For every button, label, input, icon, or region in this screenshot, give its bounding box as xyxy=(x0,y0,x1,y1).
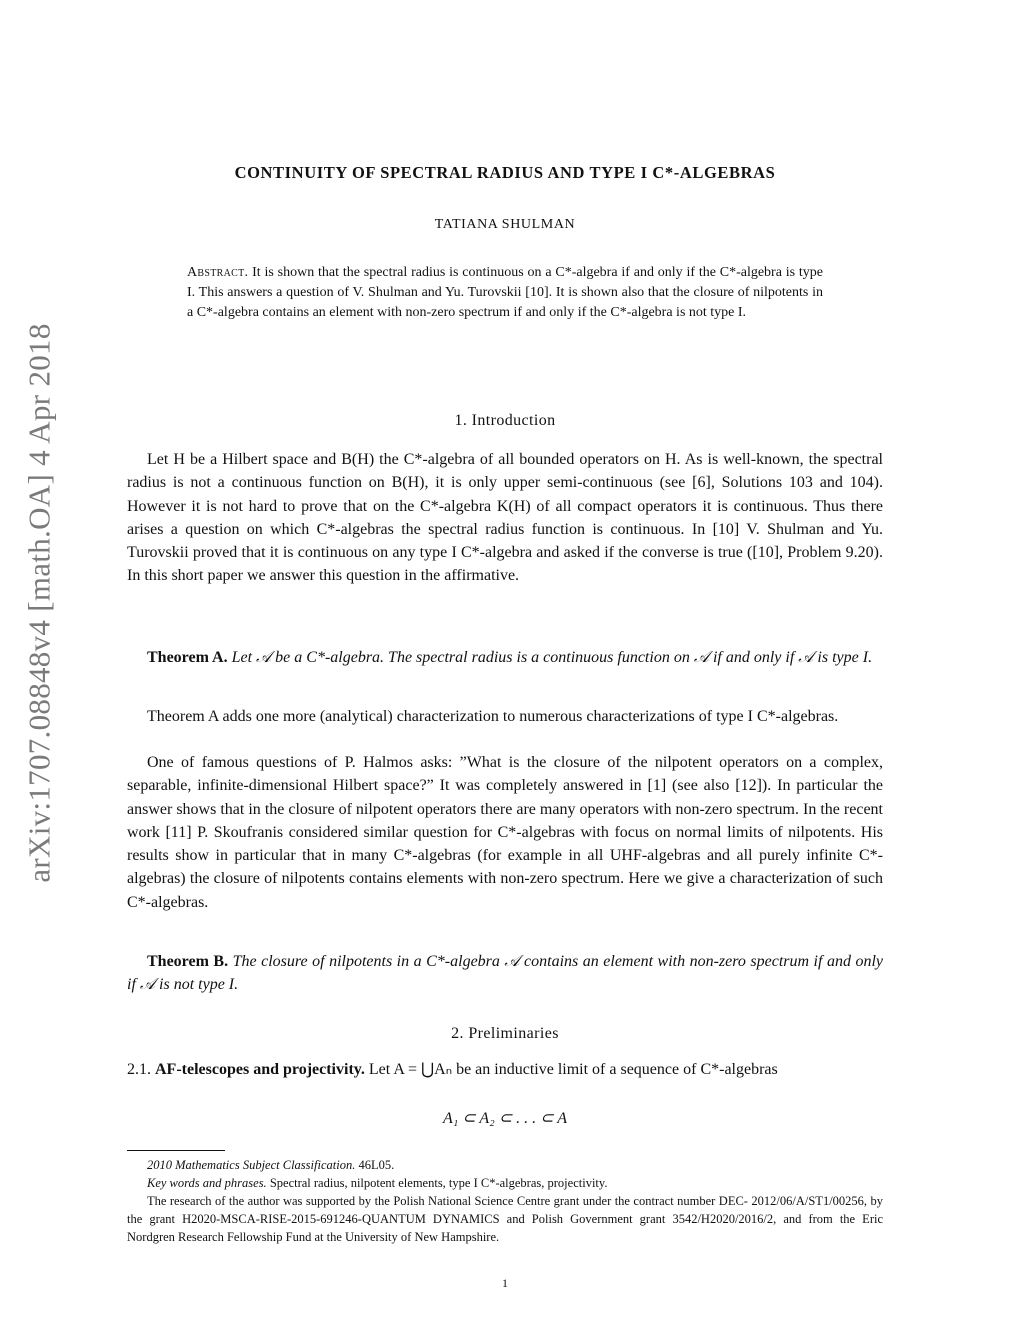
abstract-text: It is shown that the spectral radius is continuous on a C*-algebra if and only if the C*-algebra is type I. This answers a question of V. Shulman and Yu. Turovskii [10]. It is shown also that the closure of nilpotents in a C*-algebra contains an element with non-zero spectrum if and only if the C*-algebra is not type I. xyxy=(187,265,823,320)
intro-paragraph-1: Let H be a Hilbert space and B(H) the C*-algebra of all bounded operators on H. As is well-known, the spectral radius is not a continuous function on B(H), it is only upper semi-continuous (see [6], Solutions 103 and 104). However it is not hard to prove that on the C*-algebra K(H) of all compact operators it is continuous. Thus there arises a question on which C*-algebras the spectral radius function is continuous. In [10] V. Shulman and Yu. Turovskii proved that it is continuous on any type I C*-algebra and asked if the converse is true ([10], Problem 9.20). In this short paper we answer this question in the affirmative. xyxy=(127,451,883,585)
theorem-b-label: Theorem B. xyxy=(147,953,229,970)
paper-author: TATIANA SHULMAN xyxy=(434,217,576,232)
subsection-af-telescopes xyxy=(127,1058,883,1081)
arxiv-identifier-stamp xyxy=(20,298,60,908)
msc-value: 46L05. xyxy=(358,1158,395,1172)
section-heading-preliminaries: 2. Preliminaries xyxy=(451,1025,559,1042)
msc-label: 2010 Mathematics Subject Classification. xyxy=(147,1158,356,1172)
subsection-text: Let A = ⋃Aₙ be an inductive limit of a sequence of C*-algebras xyxy=(368,1061,778,1078)
section-heading-introduction: 1. Introduction xyxy=(454,412,556,429)
paper-title: CONTINUITY OF SPECTRAL RADIUS AND TYPE I C*-ALGEBRAS xyxy=(234,163,776,182)
subsection-title: AF-telescopes and projectivity. xyxy=(155,1061,365,1078)
intro-paragraph-2: Theorem A adds one more (analytical) characterization to numerous characterizations of type I C*-algebras. xyxy=(147,708,839,725)
abstract-label: Abstract. xyxy=(187,265,249,280)
footnote-rule xyxy=(127,1150,225,1151)
abstract xyxy=(187,263,823,323)
subsection-number: 2.1. xyxy=(127,1061,151,1078)
page-number: 1 xyxy=(502,1276,508,1290)
keywords-value: Spectral radius, nilpotent elements, type I C*-algebras, projectivity. xyxy=(269,1176,608,1190)
footnote-msc xyxy=(127,1156,883,1174)
footnote-funding: The research of the author was supported by the Polish National Science Centre grant under the contract number DEC- 2012/06/A/ST1/00256, by the grant H2020-MSCA-RISE-2015-691246-QUANTUM DYNAMICS and Polish Government grant 3542/H2020/2016/2, and from the Eric Nordgren Research Fellowship Fund at the University of New Hampshire. xyxy=(127,1194,883,1244)
intro-paragraph-3: One of famous questions of P. Halmos asks: ”What is the closure of the nilpotent operators on a complex, separable, infinite-dimensional Hilbert space?” It was completely answered in [1] (see also [12]). In particular the answer shows that in the closure of nilpotent operators there are many operators with non-zero spectrum. In the recent work [11] P. Skoufranis considered similar question for C*-algebras with focus on normal limits of nilpotents. His results show in particular that in many C*-algebras (for example in all UHF-algebras and all purely infinite C*-algebras) the closure of nilpotents contains elements with non-zero spectrum. Here we give a characterization of such C*-algebras. xyxy=(127,754,883,911)
inclusion-chain-equation: A₁ ⊂ A₂ ⊂ . . . ⊂ A xyxy=(442,1110,568,1127)
theorem-a-statement: Let 𝒜 be a C*-algebra. The spectral radius is a continuous function on 𝒜 if and only if 𝒜 is type I. xyxy=(231,649,873,666)
theorem-a-label: Theorem A. xyxy=(147,649,228,666)
theorem-b-statement: The closure of nilpotents in a C*-algebra 𝒜 contains an element with non-zero spectrum if and only if 𝒜 is not type I. xyxy=(127,953,883,994)
theorem-a xyxy=(127,646,883,669)
theorem-b xyxy=(127,950,883,997)
arxiv-id-text: arXiv:1707.08848v4 [math.OA] 4 Apr 2018 xyxy=(22,323,57,883)
keywords-label: Key words and phrases. xyxy=(147,1176,267,1190)
footnote-keywords xyxy=(127,1174,883,1192)
